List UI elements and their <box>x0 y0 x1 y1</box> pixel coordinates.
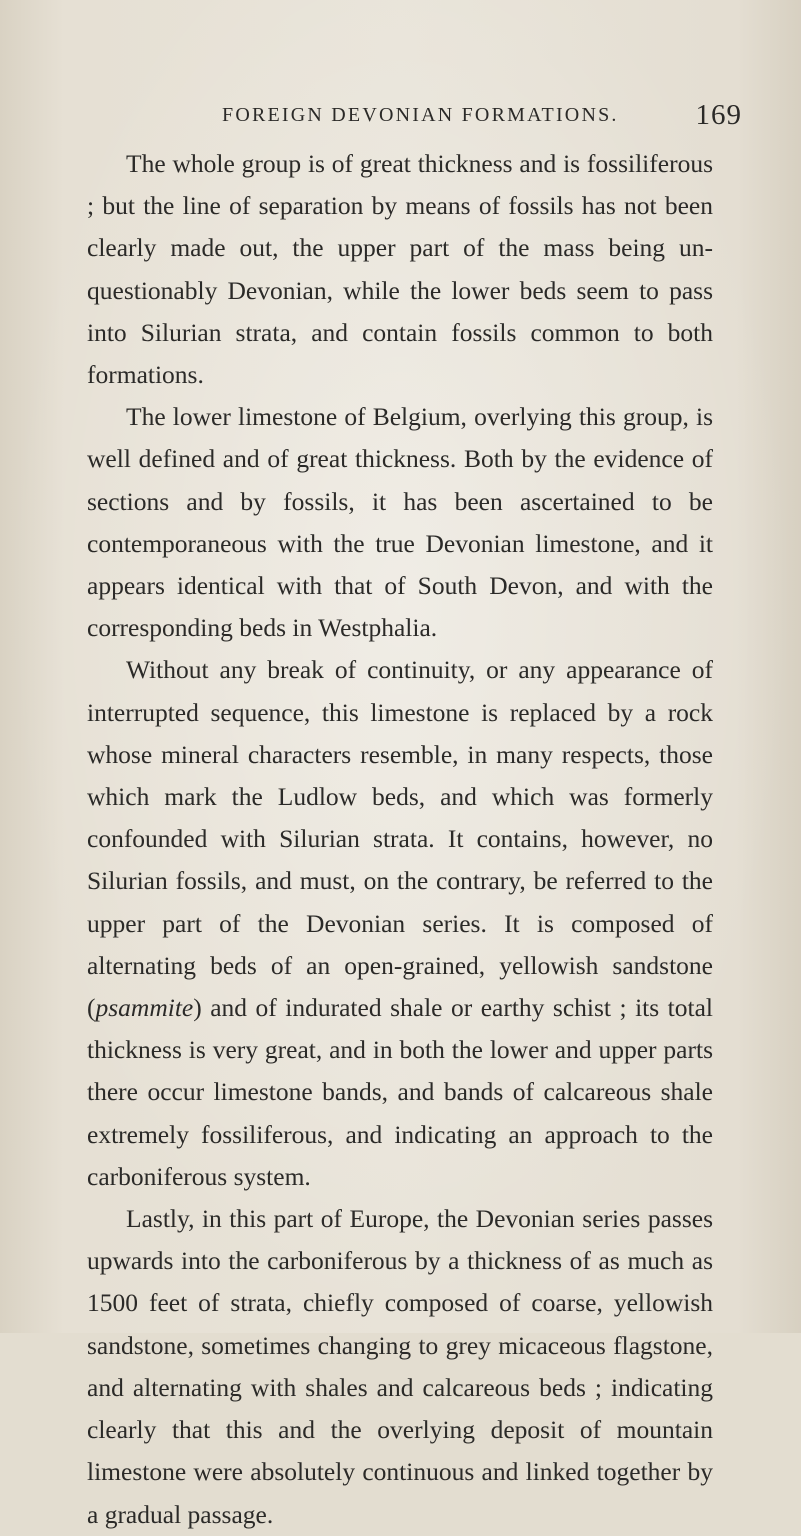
body-text <box>87 143 713 1536</box>
paragraph-3 <box>87 649 713 1198</box>
paragraph-2: The lower limestone of Belgium, overlying this group, is well defined and of great thickness. Both by the evidence of sections and by fossils, it has been ascertained to be contemporaneous with the true Devonian limestone, and it appears identical with that of South Devon, and with the corresponding beds in Westphalia. <box>87 402 713 643</box>
running-head: FOREIGN DEVONIAN FORMATIONS. <box>222 104 619 126</box>
page-header <box>222 99 742 134</box>
page-number: 169 <box>695 99 742 131</box>
paragraph-4: Lastly, in this part of Europe, the Devonian series passes upwards into the carboniferous by a thickness of as much as 1500 feet of strata, chiefly composed of coarse, yellowish sandstone, sometimes changing to grey micaceous flagstone, and alternating with shales and calcareous beds ; indicating clearly that this and the overlying deposit of mountain limestone were absolutely continuous and linked together by a gradual passage. <box>87 1204 713 1529</box>
paragraph-3-italic-term: psammite <box>95 993 194 1023</box>
paragraph-3-part-1: Without any break of continuity, or any appearance of interrupted sequence, this limestone is replaced by a rock whose mineral characters resemble, in many respects, those which mark the Ludlow beds, and which was formerly confounded with Silurian strata. It contains, however, no Silurian fossils, and must, on the contrary, be referred to the upper part of the Devonian series. It is composed of alternating beds of an open-grained, yellowish sandstone ( <box>87 655 713 1023</box>
paragraph-1: The whole group is of great thickness and is fossiliferous ; but the line of separation by means of fossils has not been clearly made out, the upper part of the mass being unquestionably Devonian, while the lower beds seem to pass into Silurian strata, and contain fossils common to both formations. <box>87 149 713 390</box>
paragraph-3-part-2: ) and of indurated shale or earthy schist ; its total thickness is very great, and in both the lower and upper parts there occur limestone bands, and bands of calcareous shale extremely fossiliferous, and indicating an approach to the carboniferous system. <box>87 993 713 1191</box>
